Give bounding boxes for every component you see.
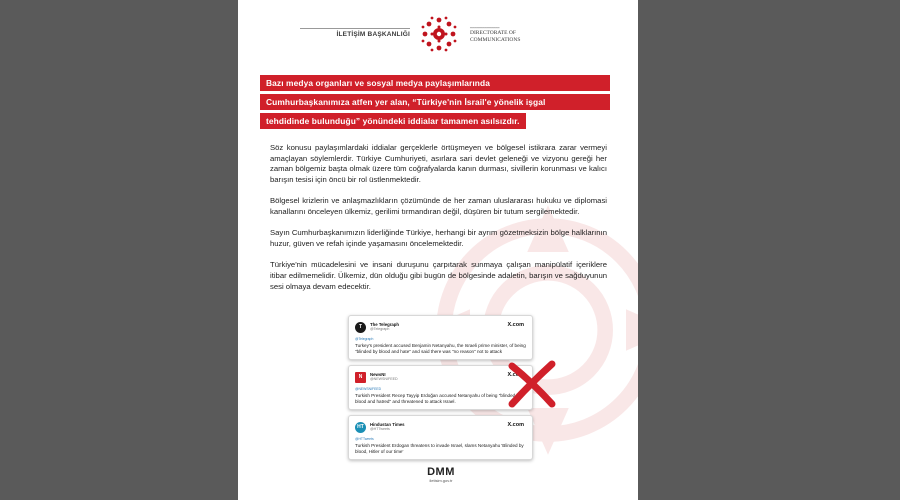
header-right-title-line1: DIRECTORATE OF <box>470 30 516 36</box>
statement-paragraph-1: Söz konusu paylaşımlardaki iddialar gerçeklerle örtüşmeyen ve bölgesel istikrara zarar vermeyi amaçlayan söylemlerdir. Türkiye Cumhuriyeti, asırlara sari devlet geleneği ve vizyonu gereği her zaman bölgemiz başta olmak üzere tüm coğrafyalarda kanın durması, sivillerin korunması ve kalıcı barışın tesisi için öncü bir rol üstlenmektedir. <box>270 143 607 185</box>
statement-paragraph-2: Bölgesel krizlerin ve anlaşmazlıkların çözümünde de her zaman uluslararası hukuku ve diplomasi kanallarını önceleyen ülkemiz, gerilimi tırmandıran değil, düşüren bir tutum sergilemektedir. <box>270 196 607 217</box>
headline-banner <box>260 75 610 137</box>
header-right-title-line2: COMMUNICATIONS <box>470 36 521 43</box>
tweet-account-name: NewsNI <box>370 372 386 378</box>
tweet-card <box>348 315 533 360</box>
directorate-logo-icon <box>419 14 459 54</box>
document-header <box>238 8 638 58</box>
document-page <box>238 0 638 500</box>
tweet-account-name: The Telegraph <box>370 322 400 328</box>
dmm-logo: DMM <box>427 466 455 478</box>
tweet-account-name: Hindustan Times <box>370 422 405 428</box>
tweet-meta: @HTTweets <box>355 437 374 441</box>
statement-paragraph-3: Sayın Cumhurbaşkanımızın liderliğinde Türkiye, herhangi bir ayrım gözetmeksizin bölge halklarının huzur, güven ve refah içinde yaşamasını öncelemektedir. <box>270 228 607 248</box>
tweet-avatar-icon: T <box>355 322 366 333</box>
tweet-platform-label: X.com <box>507 422 524 428</box>
tweet-text: Turkish President Erdogan threatens to invade Israel, slams Netanyahu 'Blinded by blood, Hitler of our time' <box>355 443 524 454</box>
headline-line-2: Cumhurbaşkanımıza atfen yer alan, “Türkiye'nin İsrail'e yönelik işgal <box>260 94 610 110</box>
statement-paragraph-4: Türkiye'nin mücadelesini ve insani duruşunu çarpıtarak sunmaya çalışan manipülatif içeriklere itibar edilmemelidir. Ülkemiz, dün olduğu gibi bugün de bölgesinde adaletin, barışın ve sağduyunun sesi olmaya devam edecektir. <box>270 260 607 291</box>
red-cross-icon <box>506 358 558 410</box>
tweet-account-handle: @HTTweets <box>370 427 390 432</box>
statement-body <box>270 143 607 303</box>
tweet-meta: @NEWSNIFEED <box>355 387 382 391</box>
tweet-card <box>348 415 533 460</box>
tweet-avatar-icon: N <box>355 372 366 383</box>
header-right-title: ━━━━━━━━━━━━━━ DIRECTORATE OF COMMUNICATIONS <box>470 26 550 43</box>
tweet-platform-label: X.com <box>507 322 524 328</box>
footer-url: iletisim.gov.tr <box>429 478 453 483</box>
headline-line-3: tehdidinde bulunduğu” yönündeki iddialar tamamen asılsızdır. <box>260 113 526 129</box>
tweet-account-handle: @Telegraph <box>370 327 390 332</box>
tweet-avatar-icon: HT <box>355 422 366 433</box>
tweet-text: Turkey's president accused Benjamin Netanyahu, the Israeli prime minister, of being "blinded by blood and hate" and said there was "no reason" not to attack <box>355 343 526 354</box>
header-left-title-text: İLETİŞİM BAŞKANLIĞI <box>336 31 410 38</box>
document-footer <box>416 467 466 483</box>
headline-line-1: Bazı medya organları ve sosyal medya paylaşımlarında <box>260 75 610 91</box>
tweet-account-handle: @NEWSNIFEED <box>370 377 398 382</box>
tweet-meta: @Telegraph <box>355 337 374 341</box>
header-left-title <box>300 28 410 38</box>
tweet-text: Turkish President Recep Tayyip Erdoğan accused Netanyahu of being "blinded by blood and hatred" and threatened to attack Israel. <box>355 393 522 404</box>
tweet-platform-label: X.com <box>507 372 524 378</box>
